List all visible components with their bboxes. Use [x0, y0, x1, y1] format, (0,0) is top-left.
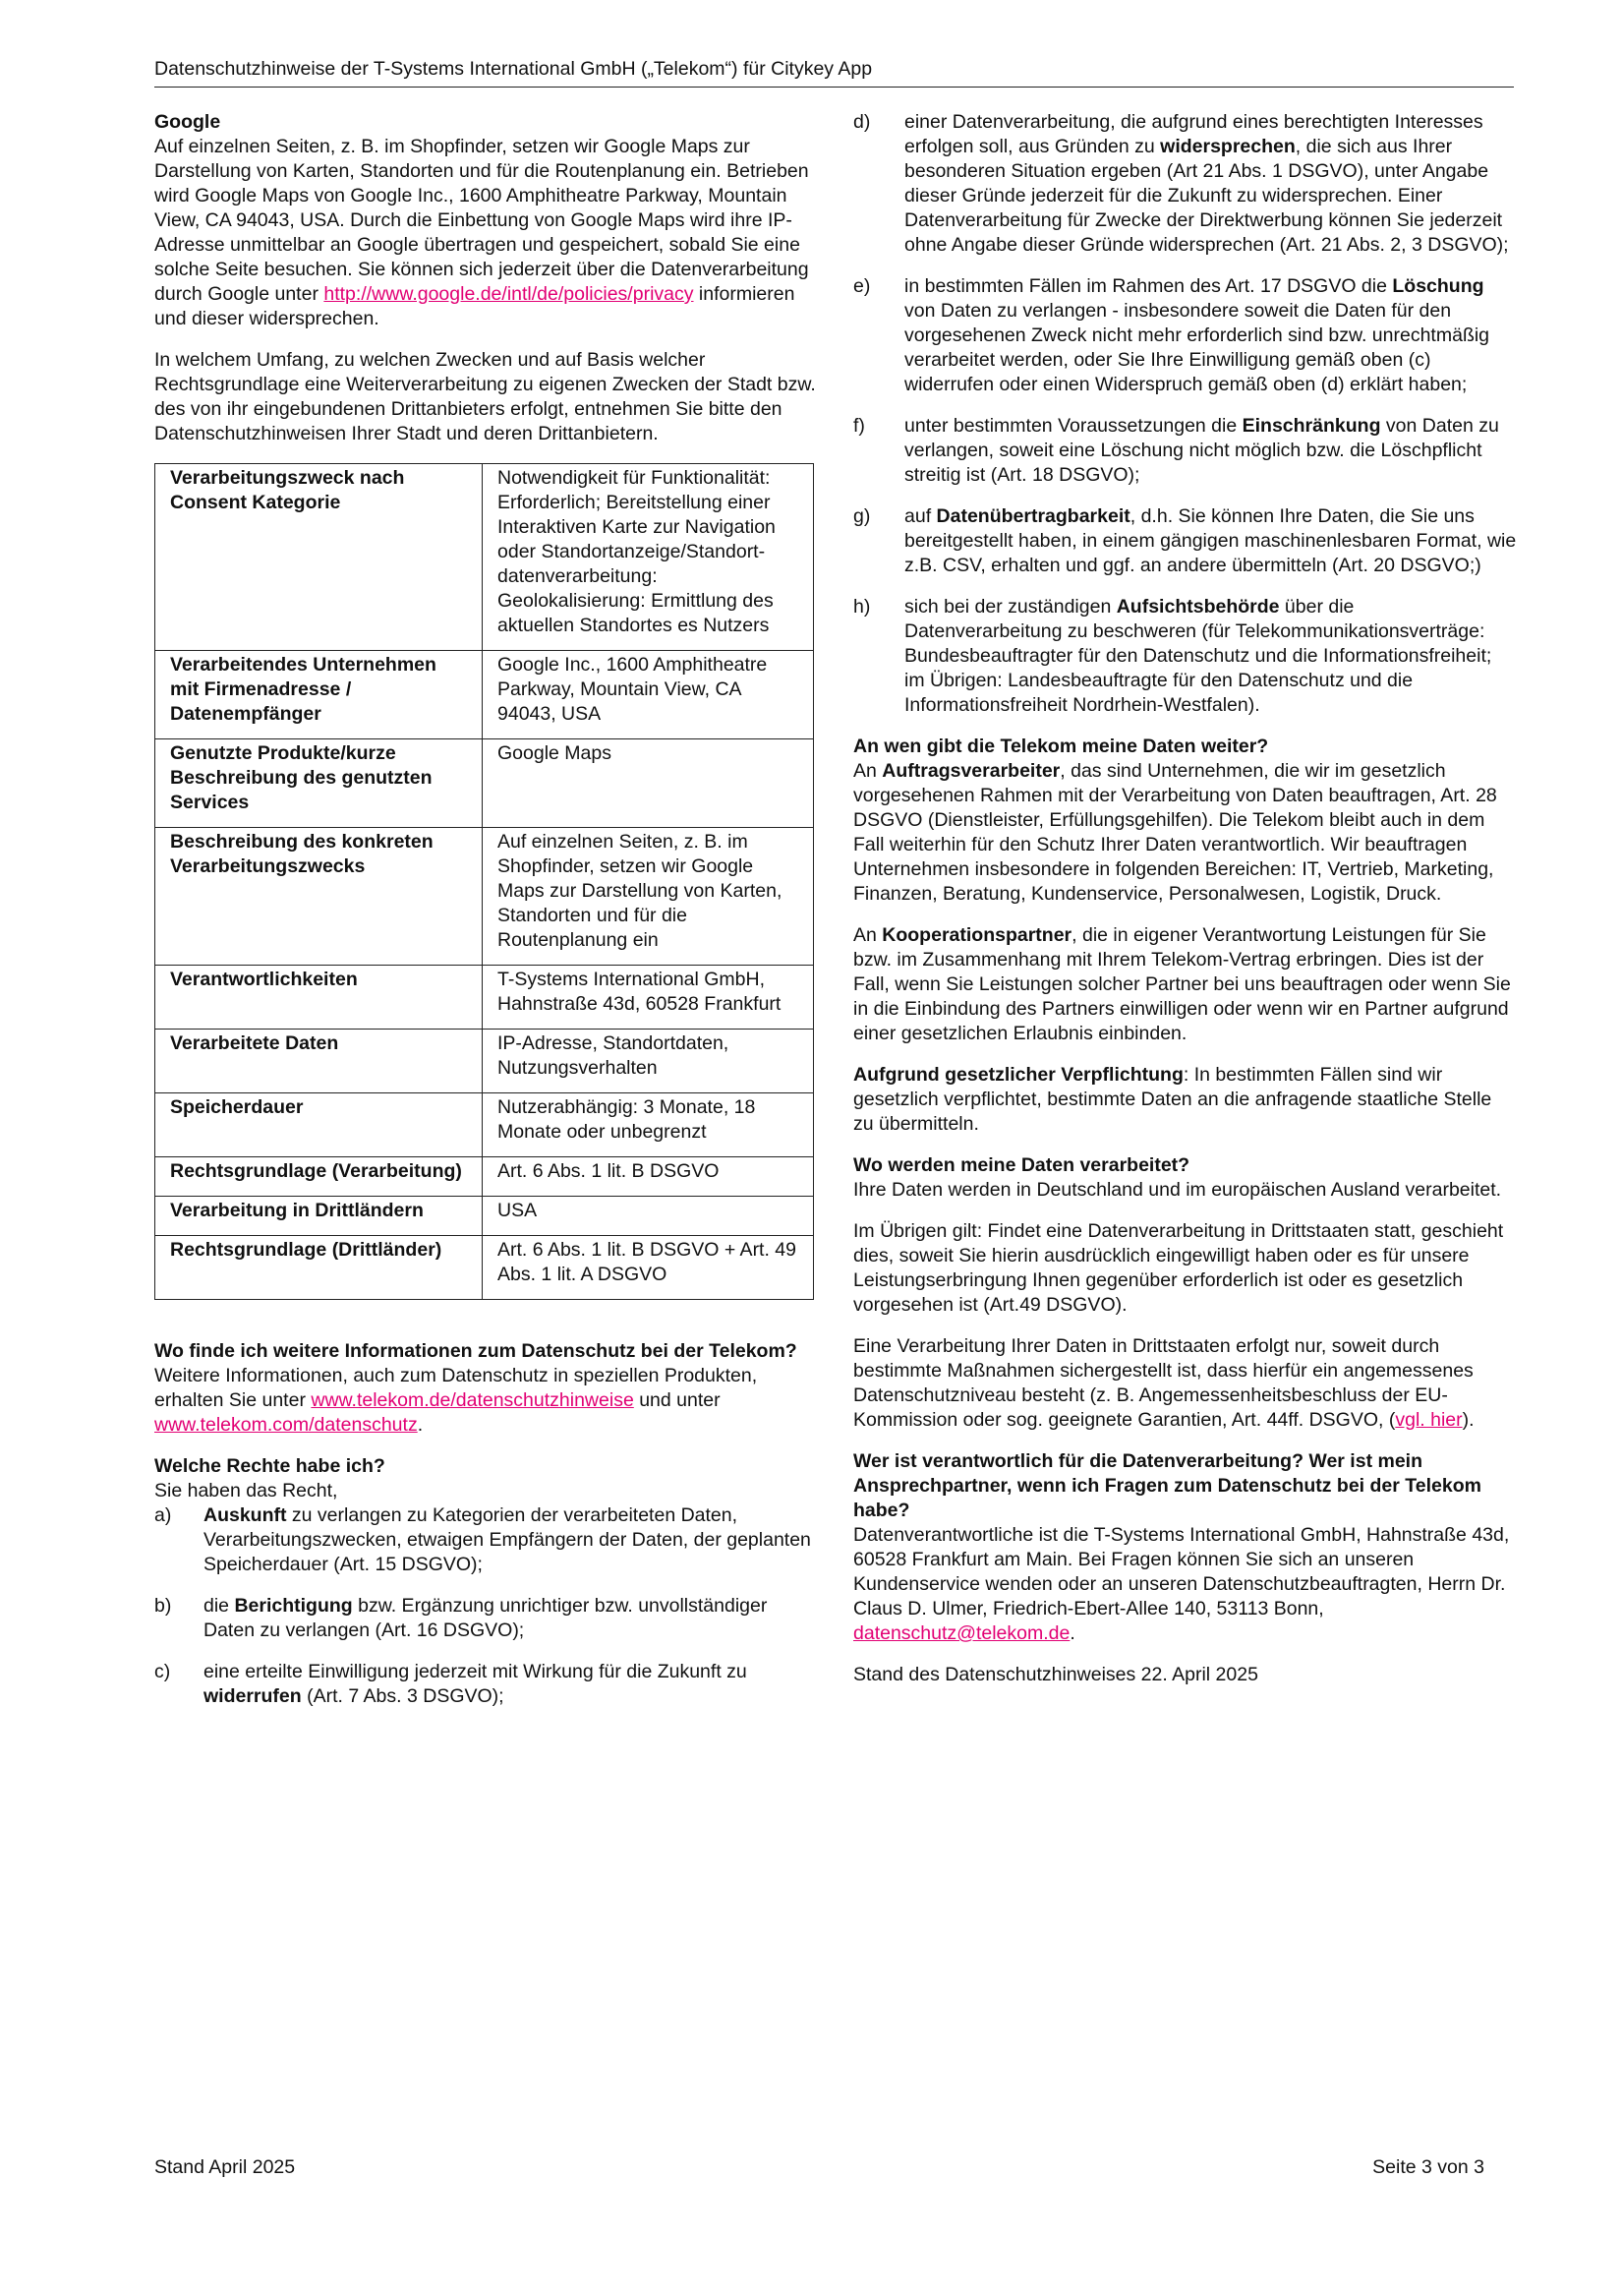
table-row — [155, 828, 814, 966]
table-value: USA — [483, 1197, 814, 1236]
rights-heading: Welche Rechte habe ich? — [154, 1455, 385, 1477]
right-letter: e) — [853, 275, 871, 297]
verantw-end: . — [1070, 1622, 1075, 1644]
google-text-end: informieren und dieser widersprechen. — [154, 283, 795, 329]
table-value: Nutzerabhängig: 3 Monate, 18 Monate oder unbegrenzt — [483, 1093, 814, 1157]
right-letter: c) — [154, 1661, 171, 1682]
processing-table — [154, 463, 814, 1300]
right-text-rest: zu verlangen zu Kategorien der verarbeiteten Daten, Verarbeitungszwecken, etwaigen Empfängern der Daten, der geplanten Speicherdauer (Art. 15 DSGVO); — [203, 1504, 811, 1575]
table-key: Verarbeitendes Unternehmen mit Firmenadresse / Datenempfänger — [155, 651, 483, 739]
right-text-rest: von Daten zu verlangen - insbesondere soweit die Daten für den vorgesehenen Zweck nicht mehr erforderlich sind bzw. unrechtmäßig verarbeitet werden, oder Sie Ihre Einwilligung gemäß oben (c) widerrufen oder einen Widerspruch gemäß oben (d) erklärt haben; — [904, 300, 1490, 395]
table-value: Google Maps — [483, 739, 814, 828]
uebrigen-paragraph: Im Übrigen gilt: Findet eine Datenverarbeitung in Drittstaaten statt, geschieht dies, soweit Sie hierin ausdrücklich eingewilligt haben oder es für unsere Leistungserbringung Ihnen gegenüber erforderlich ist oder es gesetzlich vorgesehen ist (Art.49 DSGVO). — [853, 1220, 1504, 1316]
wo-paragraph: Ihre Daten werden in Deutschland und im europäischen Ausland verarbeitet. — [853, 1179, 1502, 1201]
table-key: Verantwortlichkeiten — [155, 966, 483, 1030]
right-letter: d) — [853, 111, 871, 133]
table-row — [155, 1236, 814, 1300]
datenschutzhinweise-link[interactable]: www.telekom.de/datenschutzhinweise — [311, 1389, 634, 1411]
table-row — [155, 651, 814, 739]
table-key: Beschreibung des konkreten Verarbeitungszwecks — [155, 828, 483, 966]
info-mid: und unter — [633, 1389, 721, 1411]
page-number: Seite 3 von 3 — [1372, 2156, 1484, 2178]
right-text: unter bestimmten Voraussetzungen die — [904, 415, 1243, 437]
right-keyword: widersprechen — [1160, 136, 1296, 157]
weiter-rest: , das sind Unternehmen, die wir im gesetzlich vorgesehenen Rahmen mit der Verarbeitung von Daten beauftragen, Art. 28 DSGVO (Dienstleister, Erfüllungsgehilfen). Die Telekom bleibt auch in dem Fall weiterhin für den Schutz Ihrer Daten verantwortlich. Wir beauftragen Unternehmen insbesondere in folgenden Bereichen: IT, Vertrieb, Marketing, Finanzen, Beratung, Kundenservice, Personalwesen, Logistik, Druck. — [853, 760, 1497, 905]
table-row — [155, 1030, 814, 1093]
right-letter: a) — [154, 1504, 172, 1526]
right-letter: b) — [154, 1595, 172, 1617]
right-text: auf — [904, 505, 937, 527]
page-header — [154, 57, 1514, 88]
datenschutz-link[interactable]: www.telekom.com/datenschutz — [154, 1414, 418, 1436]
koop-bold: Kooperationspartner — [882, 924, 1072, 946]
google-privacy-link[interactable]: http://www.google.de/intl/de/policies/privacy — [323, 283, 694, 305]
table-row — [155, 739, 814, 828]
table-value: Notwendigkeit für Funktionalität: Erforderlich; Bereitstellung einer Interaktiven Karte zur Navigation oder Standortanzeige/Standort-datenverarbeitung: Geolokalisierung: Ermittlung des aktuellen Standortes es Nutzers — [483, 464, 814, 651]
right-keyword: Löschung — [1392, 275, 1484, 297]
right-text-rest: (Art. 7 Abs. 3 DSGVO); — [301, 1685, 504, 1707]
koop-rest: , die in eigener Verantwortung Leistungen für Sie bzw. im Zusammenhang mit Ihrem Telekom-Vertrag erbringen. Dies ist der Fall, wenn Sie Leistungen solcher Partner bei uns beauftragen oder wenn Sie in die Einbindung des Partners einwilligen oder wenn wir en Partner aufgrund einer gesetzlichen Erlaubnis einbinden. — [853, 924, 1511, 1044]
drittstaat-text: Eine Verarbeitung Ihrer Daten in Drittstaaten erfolgt nur, soweit durch bestimmte Maßnahmen sichergestellt ist, dass hierfür ein angemessenes Datenschutzniveau besteht (z. B. Angemessenheitsbeschluss der EU-Kommission oder sog. geeignete Garantien, Art. 44ff. DSGVO, ( — [853, 1335, 1474, 1431]
right-item — [853, 274, 1517, 397]
umfang-paragraph: In welchem Umfang, zu welchen Zwecken und auf Basis welcher Rechtsgrundlage eine Weiterverarbeitung zu eigenen Zwecken der Stadt bzw. des von ihr eingebundenen Drittanbieters erfolgt, entnehmen Sie bitte den Datenschutzhinweisen Ihrer Stadt und deren Drittanbietern. — [154, 349, 816, 444]
right-keyword: Auskunft — [203, 1504, 287, 1526]
email-link[interactable]: datenschutz@telekom.de — [853, 1622, 1071, 1644]
right-text-rest: bzw. Ergänzung unrichtiger bzw. unvollständiger Daten zu verlangen (Art. 16 DSGVO); — [203, 1595, 768, 1641]
rights-list-continued — [853, 110, 1517, 718]
wo-heading: Wo werden meine Daten verarbeitet? — [853, 1154, 1190, 1176]
rights-list — [154, 1503, 818, 1709]
gesetz-paragraph — [853, 1063, 1517, 1137]
drittstaat-paragraph — [853, 1334, 1517, 1433]
table-value: Auf einzelnen Seiten, z. B. im Shopfinder, setzen wir Google Maps zur Darstellung von Karten, Standorten und für die Routenplanung ein — [483, 828, 814, 966]
right-text: einer Datenverarbeitung, die aufgrund eines berechtigten Interesses erfolgen soll, aus Gründen zu — [904, 111, 1483, 157]
verantw-text: Datenverantwortliche ist die T-Systems International GmbH, Hahnstraße 43d, 60528 Frankfurt am Main. Bei Fragen können Sie sich an unseren Kundenservice wenden oder an unseren Datenschutzbeauftragten, Herrn Dr. Claus D. Ulmer, Friedrich-Ebert-Allee 140, 53113 Bonn, — [853, 1524, 1510, 1619]
header-title: Datenschutzhinweise der T-Systems International GmbH („Telekom“) für Citykey App — [154, 58, 873, 80]
table-value: Google Inc., 1600 Amphitheatre Parkway, Mountain View, CA 94043, USA — [483, 651, 814, 739]
right-column — [853, 110, 1517, 1704]
left-column — [154, 110, 818, 1726]
table-key: Speicherdauer — [155, 1093, 483, 1157]
right-text: in bestimmten Fällen im Rahmen des Art. 17 DSGVO die — [904, 275, 1393, 297]
footer-date: Stand April 2025 — [154, 2156, 296, 2178]
right-keyword: Berichtigung — [234, 1595, 353, 1617]
stand-paragraph: Stand des Datenschutzhinweises 22. April 2025 — [853, 1664, 1258, 1685]
right-text-rest: von Daten zu verlangen, soweit eine Löschung nicht möglich bzw. die Löschpflicht streitig ist (Art. 18 DSGVO); — [904, 415, 1499, 486]
koop-pre: An — [853, 924, 883, 946]
table-value: IP-Adresse, Standortdaten, Nutzungsverhalten — [483, 1030, 814, 1093]
vgl-hier-link[interactable]: vgl. hier — [1395, 1409, 1463, 1431]
right-keyword: Datenübertragbarkeit — [936, 505, 1130, 527]
weiter-heading: An wen gibt die Telekom meine Daten weiter? — [853, 736, 1269, 757]
right-keyword: Aufsichtsbehörde — [1116, 596, 1280, 618]
right-text: die — [203, 1595, 235, 1617]
table-row — [155, 1157, 814, 1197]
table-value: T-Systems International GmbH, Hahnstraße 43d, 60528 Frankfurt — [483, 966, 814, 1030]
table-row — [155, 464, 814, 651]
koop-paragraph — [853, 923, 1517, 1046]
table-key: Genutzte Produkte/kurze Beschreibung des genutzten Services — [155, 739, 483, 828]
right-text-rest: , d.h. Sie können Ihre Daten, die Sie uns bereitgestellt haben, in einem gängigen maschinenlesbaren Format, wie z.B. CSV, erhalten und ggf. an andere übermitteln (Art. 20 DSGVO;) — [904, 505, 1517, 576]
right-text: eine erteilte Einwilligung jederzeit mit Wirkung für die Zukunft zu — [203, 1661, 747, 1682]
right-item — [154, 1594, 818, 1643]
right-letter: h) — [853, 596, 871, 618]
right-letter: g) — [853, 505, 871, 527]
info-paragraph — [154, 1364, 818, 1438]
table-row — [155, 1093, 814, 1157]
table-row — [155, 966, 814, 1030]
table-value: Art. 6 Abs. 1 lit. B DSGVO — [483, 1157, 814, 1197]
gesetz-rest: : In bestimmten Fällen sind wir gesetzlich verpflichtet, bestimmte Daten an die anfragende staatliche Stelle zu übermitteln. — [853, 1064, 1492, 1135]
google-heading: Google — [154, 111, 221, 133]
drittstaat-end: ). — [1462, 1409, 1475, 1431]
table-key: Rechtsgrundlage (Drittländer) — [155, 1236, 483, 1300]
info-end: . — [417, 1414, 424, 1436]
google-text: Auf einzelnen Seiten, z. B. im Shopfinder, setzen wir Google Maps zur Darstellung von Karten, Standorten und für die Routenplanung ein. Betrieben wird Google Maps von Google Inc., 1600 Amphitheatre Parkway, Mountain View, CA 94043, USA. Durch die Einbettung von Google Maps wird ihre IP-Adresse unmittelbar an Google übertragen und gespeichert, sobald Sie eine solche Seite besuchen. Sie können sich jederzeit über die Datenverarbeitung durch Google unter — [154, 136, 809, 305]
right-text: sich bei der zuständigen — [904, 596, 1117, 618]
right-text-rest: , die sich aus Ihrer besonderen Situation ergeben (Art 21 Abs. 1 DSGVO), unter Angabe dieser Gründe jederzeit für die Zukunft zu widersprechen. Einer Datenverarbeitung für Zwecke der Direktwerbung können Sie jederzeit ohne Angabe dieser Gründe widersprechen (Art. 21 Abs. 2, 3 DSGVO); — [904, 136, 1509, 256]
right-letter: f) — [853, 415, 865, 437]
right-item — [154, 1660, 818, 1709]
weiter-paragraph — [853, 759, 1517, 907]
right-item — [853, 504, 1517, 578]
info-text: Weitere Informationen, auch zum Datenschutz in speziellen Produkten, erhalten Sie unter — [154, 1365, 758, 1411]
gesetz-bold: Aufgrund gesetzlicher Verpflichtung — [853, 1064, 1184, 1086]
right-item — [853, 110, 1517, 258]
right-keyword: Einschränkung — [1242, 415, 1381, 437]
table-value: Art. 6 Abs. 1 lit. B DSGVO + Art. 49 Abs. 1 lit. A DSGVO — [483, 1236, 814, 1300]
info-heading: Wo finde ich weitere Informationen zum Datenschutz bei der Telekom? — [154, 1340, 797, 1362]
table-key: Verarbeitung in Drittländern — [155, 1197, 483, 1236]
weiter-pre: An — [853, 760, 883, 782]
rights-intro: Sie haben das Recht, — [154, 1480, 338, 1501]
table-row — [155, 1197, 814, 1236]
verantw-paragraph — [853, 1523, 1517, 1646]
table-key: Verarbeitete Daten — [155, 1030, 483, 1093]
right-text-rest: über die Datenverarbeitung zu beschweren (für Telekommunikationsverträge: Bundesbeauftragter für den Datenschutz und die Informationsfreiheit; im Übrigen: Landesbeauftragte für den Datenschutz und die Informationsfreiheit Nordrhein-Westfalen). — [904, 596, 1492, 716]
google-paragraph — [154, 135, 818, 331]
right-item — [154, 1503, 818, 1577]
right-keyword: widerrufen — [203, 1685, 302, 1707]
right-item — [853, 595, 1517, 718]
verantw-heading: Wer ist verantwortlich für die Datenverarbeitung? Wer ist mein Ansprechpartner, wenn ich Fragen zum Datenschutz bei der Telekom habe? — [853, 1450, 1481, 1521]
table-key: Rechtsgrundlage (Verarbeitung) — [155, 1157, 483, 1197]
weiter-bold: Auftragsverarbeiter — [882, 760, 1061, 782]
table-key: Verarbeitungszweck nach Consent Kategorie — [155, 464, 483, 651]
right-item — [853, 414, 1517, 488]
